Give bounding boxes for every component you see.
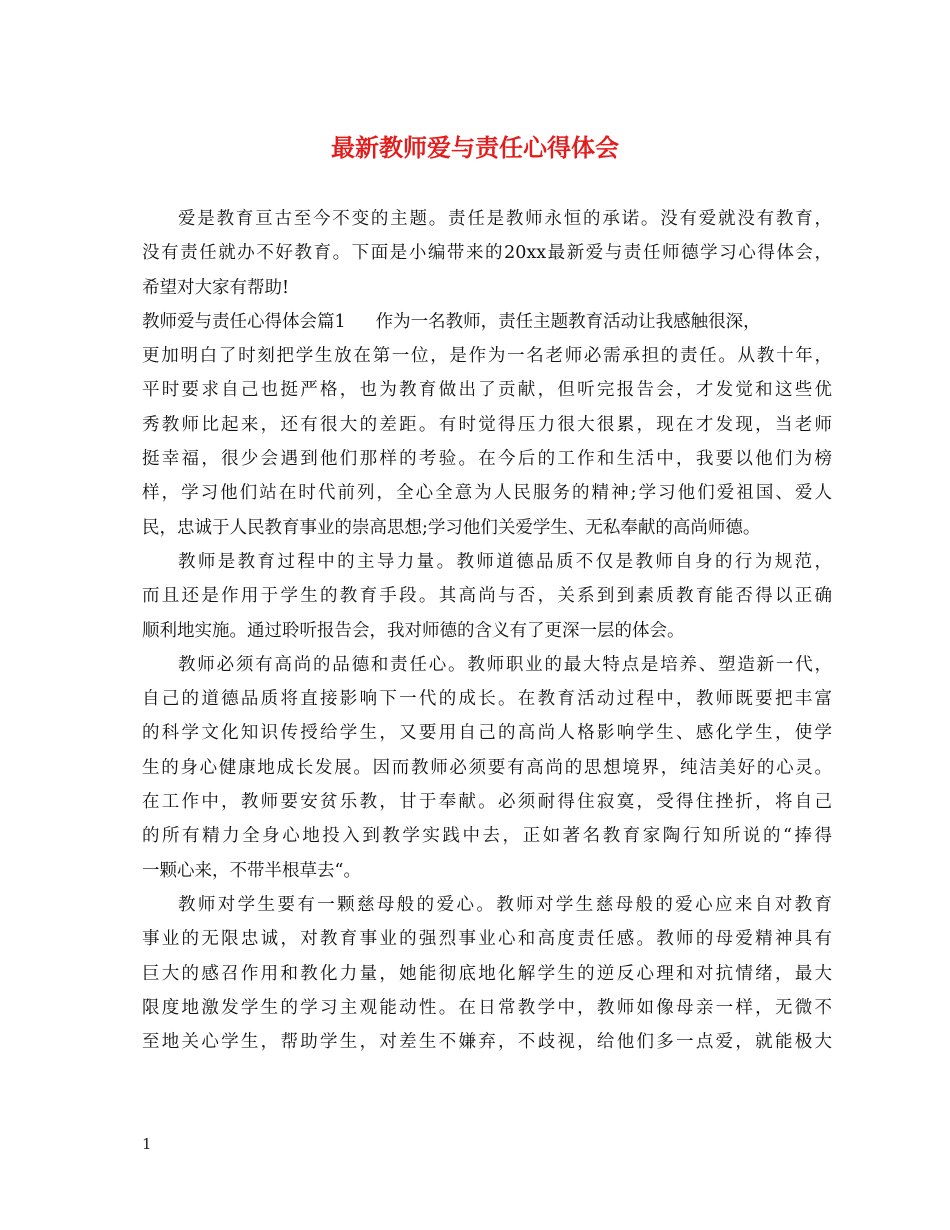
paragraph-line: 爱是教育亘古至今不变的主题。责任是教师永恒的承诺。没有爱就没有教育， bbox=[178, 209, 832, 229]
section-heading-line bbox=[142, 305, 832, 339]
paragraph-line: 的所有精力全身心地投入到教学实践中去，正如著名教育家陶行知所说的“捧得 bbox=[142, 826, 832, 847]
paragraph-line: 挺幸福，很少会遇到他们那样的考验。在今后的工作和生活中，我要以他们为榜 bbox=[142, 449, 832, 470]
paragraph-line: 巨大的感召作用和教化力量，她能彻底地化解学生的逆反心理和对抗情绪，最大 bbox=[142, 963, 832, 984]
paragraph-line: 自己的道德品质将直接影响下一代的成长。在教育活动过程中，教师既要把丰富 bbox=[142, 689, 832, 710]
paragraph-line: 教师对学生要有一颗慈母般的爱心。教师对学生慈母般的爱心应来自对教育 bbox=[178, 894, 832, 915]
paragraph-line: 的科学文化知识传授给学生，又要用自己的高尚人格影响学生、感化学生，使学 bbox=[142, 723, 832, 744]
paragraph-line: 样，学习他们站在时代前列，全心全意为人民服务的精神;学习他们爱祖国、爱人 bbox=[142, 483, 832, 504]
page-number: 1 bbox=[142, 1135, 152, 1153]
paragraph-line: 限度地激发学生的学习主观能动性。在日常教学中，教师如像母亲一样，无微不 bbox=[142, 997, 832, 1018]
document-body bbox=[142, 202, 832, 1059]
section-intro-text: 作为一名教师，责任主题教育活动让我感触很深， bbox=[375, 311, 761, 332]
document-title: 最新教师爱与责任心得体会 bbox=[331, 134, 619, 162]
section-heading: 教师爱与责任心得体会篇1 bbox=[142, 311, 346, 332]
paragraph-line: 教师是教育过程中的主导力量。教师道德品质不仅是教师自身的行为规范， bbox=[178, 551, 832, 572]
paragraph-line: 教师必须有高尚的品德和责任心。教师职业的最大特点是培养、塑造新一代， bbox=[178, 654, 832, 675]
paragraph-line: 一颗心来，不带半根草去“。 bbox=[142, 860, 361, 881]
paragraph-line: 顺利地实施。通过聆听报告会，我对师德的含义有了更深一层的体会。 bbox=[142, 620, 685, 641]
paragraph-line: 更加明白了时刻把学生放在第一位，是作为一名老师必需承担的责任。从教十年， bbox=[142, 346, 832, 367]
paragraph-line: 事业的无限忠诚，对教育事业的强烈事业心和高度责任感。教师的母爱精神具有 bbox=[142, 929, 832, 950]
paragraph-line: 希望对大家有帮助! bbox=[142, 277, 290, 298]
paragraph-line: 生的身心健康地成长发展。因而教师必须要有高尚的思想境界，纯洁美好的心灵。 bbox=[142, 757, 832, 778]
paragraph-line: 至地关心学生，帮助学生，对差生不嫌弃，不歧视，给他们多一点爱，就能极大 bbox=[142, 1032, 832, 1053]
paragraph-line: 而且还是作用于学生的教育手段。其高尚与否，关系到到素质教育能否得以正确 bbox=[142, 586, 832, 607]
paragraph-line: 民，忠诚于人民教育事业的崇高思想;学习他们关爱学生、无私奉献的高尚师德。 bbox=[142, 517, 761, 538]
paragraph-line: 没有责任就办不好教育。下面是小编带来的20xx最新爱与责任师德学习心得体会， bbox=[142, 243, 832, 264]
paragraph-line: 秀教师比起来，还有很大的差距。有时觉得压力很大很累，现在才发现，当老师 bbox=[142, 414, 832, 435]
paragraph-line: 在工作中，教师要安贫乐教，甘于奉献。必须耐得住寂寞，受得住挫折，将自己 bbox=[142, 792, 832, 813]
paragraph-line: 平时要求自己也挺严格，也为教育做出了贡献，但听完报告会，才发觉和这些优 bbox=[142, 380, 832, 401]
